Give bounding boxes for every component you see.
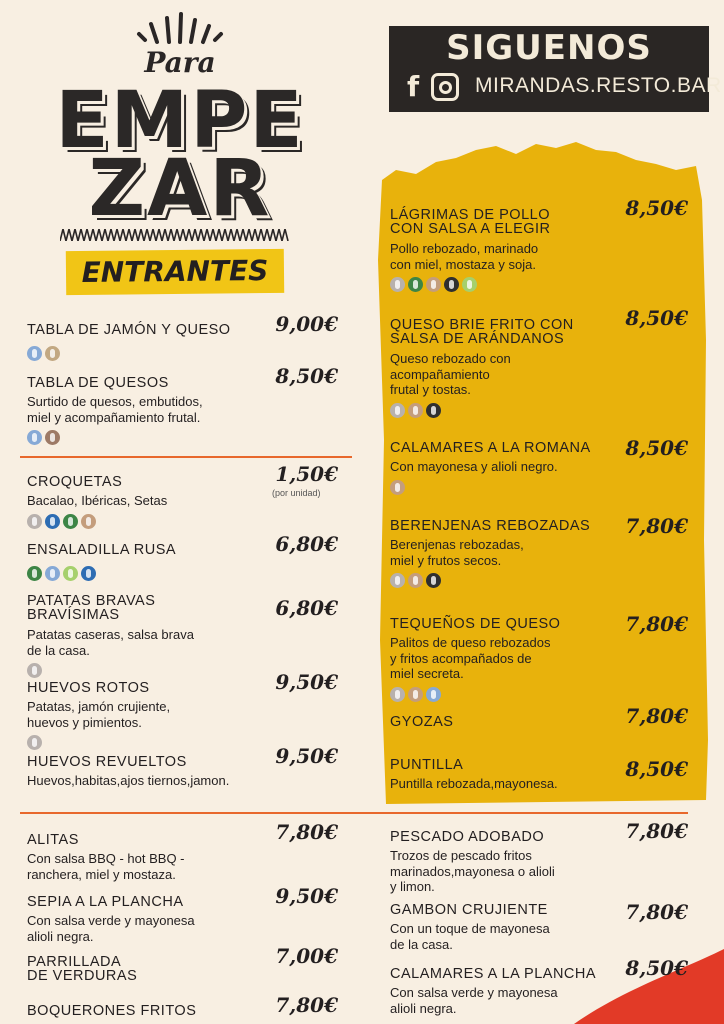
item-description: Berenjenas rebozadas,: [390, 537, 524, 552]
item-price: 7,80€: [275, 993, 338, 1017]
gluten-allergen-icon: [390, 480, 405, 495]
item-title: HUEVOS ROTOS: [27, 680, 150, 696]
item-title: BERENJENAS REBOZADAS: [390, 518, 591, 534]
section-divider: [20, 456, 352, 458]
fish-allergen-icon: [81, 566, 96, 581]
item-title: CROQUETAS: [27, 474, 123, 490]
sesame-allergen-icon: [444, 277, 459, 292]
egg-allergen-icon: [27, 514, 42, 529]
dairy-allergen-icon: [27, 346, 42, 361]
item-description: Bacalao, Ibéricas, Setas: [27, 493, 168, 508]
item-description: con miel, mostaza y soja.: [390, 256, 536, 272]
item-price: 8,50€: [275, 364, 338, 388]
item-description: miel y acompañamiento frutal.: [27, 409, 201, 425]
item-price: 7,80€: [625, 819, 688, 843]
gluten-allergen-icon: [81, 514, 96, 529]
sesame-allergen-icon: [426, 573, 441, 588]
item-description: marinados,mayonesa o alioli: [390, 863, 555, 879]
item-price: 1,50€: [275, 462, 338, 486]
item-description: Queso rebozado con: [390, 351, 511, 366]
item-price: 9,50€: [275, 884, 338, 908]
item-description: Con salsa BBQ - hot BBQ -: [27, 851, 185, 866]
gluten-allergen-icon: [426, 277, 441, 292]
celery-allergen-icon: [408, 277, 423, 292]
allergen-icons: [390, 277, 477, 292]
item-price: 7,80€: [625, 900, 688, 924]
item-title: SEPIA A LA PLANCHA: [27, 894, 184, 910]
item-title: PATATAS BRAVAS: [27, 593, 156, 609]
item-description: Pollo rebozado, marinado: [390, 241, 539, 256]
allergen-icons: [27, 566, 96, 581]
item-description: huevos y pimientos.: [27, 714, 142, 730]
item-description: ranchera, miel y mostaza.: [27, 866, 176, 882]
item-price: 8,50€: [625, 436, 688, 460]
allergen-icons: [390, 480, 405, 495]
item-title: ENSALADILLA RUSA: [27, 542, 177, 558]
nuts-allergen-icon: [45, 346, 60, 361]
price-note: (por unidad): [272, 488, 321, 498]
item-description: Palitos de queso rebozados: [390, 635, 551, 650]
item-title: LÁGRIMAS DE POLLO: [390, 207, 550, 223]
item-description: Trozos de pescado fritos: [390, 848, 532, 863]
dairy-allergen-icon: [426, 687, 441, 702]
item-title-line2: SALSA DE ARÁNDANOS: [390, 331, 565, 347]
item-description: y fritos acompañados de: [390, 650, 532, 666]
item-description: Con salsa verde y mayonesa: [27, 913, 195, 928]
gluten-allergen-icon: [408, 687, 423, 702]
item-title-line2: BRAVÍSIMAS: [27, 607, 120, 623]
item-price: 7,00€: [275, 944, 338, 968]
item-title: HUEVOS REVUELTOS: [27, 754, 187, 770]
social-title: SIGUENOS: [446, 28, 652, 68]
item-title: TABLA DE JAMÓN Y QUESO: [27, 322, 231, 338]
item-title: PARRILLADA: [27, 954, 122, 970]
item-title: PESCADO ADOBADO: [390, 829, 545, 845]
item-title: TABLA DE QUESOS: [27, 375, 169, 391]
allergen-icons: [27, 346, 60, 361]
item-title: GYOZAS: [390, 714, 454, 730]
instagram-icon: [431, 73, 459, 101]
egg-allergen-icon: [390, 573, 405, 588]
item-description: acompañamiento: [390, 366, 490, 382]
item-description: Patatas caseras, salsa brava: [27, 627, 194, 642]
peanuts-allergen-icon: [45, 430, 60, 445]
section-title: ENTRANTES: [81, 254, 269, 289]
item-title-line2: CON SALSA A ELEGIR: [390, 221, 551, 237]
item-price: 8,50€: [625, 196, 688, 220]
item-description: Surtido de quesos, embutidos,: [27, 394, 203, 409]
item-description: alioli negra.: [27, 928, 94, 944]
allergen-icons: [27, 663, 42, 678]
heading-zar: ZAR: [88, 144, 272, 234]
gluten-allergen-icon: [408, 403, 423, 418]
celery-allergen-icon: [63, 514, 78, 529]
allergen-icons: [27, 735, 42, 750]
item-title: BOQUERONES FRITOS: [27, 1003, 197, 1019]
allergen-icons: [390, 687, 441, 702]
item-price: 8,50€: [625, 757, 688, 781]
social-handle: MIRANDAS.RESTO.BAR: [475, 74, 722, 97]
item-price: 7,80€: [625, 704, 688, 728]
item-price: 8,50€: [625, 306, 688, 330]
egg-allergen-icon: [390, 277, 405, 292]
item-price: 9,00€: [275, 312, 338, 336]
zigzag-divider: [60, 229, 290, 241]
celery-allergen-icon: [27, 566, 42, 581]
item-description: alioli negra.: [390, 1000, 457, 1016]
allergen-icons: [27, 514, 96, 529]
item-description: miel secreta.: [390, 666, 464, 681]
item-description: de la casa.: [390, 936, 453, 952]
item-title: ALITAS: [27, 832, 79, 848]
item-price: 8,50€: [625, 956, 688, 980]
gluten-allergen-icon: [408, 573, 423, 588]
item-description: y limon.: [390, 879, 435, 894]
egg-allergen-icon: [390, 403, 405, 418]
allergen-icons: [390, 573, 441, 588]
item-title: PUNTILLA: [390, 757, 464, 773]
item-title: GAMBON CRUJIENTE: [390, 902, 548, 918]
item-title: CALAMARES A LA ROMANA: [390, 440, 591, 456]
item-description: Patatas, jamón crujiente,: [27, 699, 171, 714]
item-description: Puntilla rebozada,mayonesa.: [390, 776, 558, 791]
egg-allergen-icon: [390, 687, 405, 702]
item-price: 6,80€: [275, 596, 338, 620]
item-title: TEQUEÑOS DE QUESO: [390, 616, 561, 632]
item-description: Con un toque de mayonesa: [390, 921, 550, 936]
mustard-allergen-icon: [462, 277, 477, 292]
item-title-line2: DE VERDURAS: [27, 968, 138, 984]
item-title: QUESO BRIE FRITO CON: [390, 317, 574, 333]
item-price: 7,80€: [275, 820, 338, 844]
heading-para: Para: [144, 46, 216, 79]
item-description: Con salsa verde y mayonesa: [390, 985, 558, 1000]
section-entrantes-banner: [66, 249, 284, 295]
social-banner: [389, 26, 722, 112]
section-divider: [20, 812, 688, 814]
allergen-icons: [27, 430, 60, 445]
item-description: miel y frutos secos.: [390, 552, 502, 568]
item-price: 7,80€: [625, 612, 688, 636]
item-price: 9,50€: [275, 744, 338, 768]
facebook-icon: f: [407, 70, 420, 103]
item-price: 9,50€: [275, 670, 338, 694]
item-title: CALAMARES A LA PLANCHA: [390, 966, 597, 982]
egg-allergen-icon: [27, 663, 42, 678]
fish-allergen-icon: [45, 514, 60, 529]
allergen-icons: [390, 403, 441, 418]
item-description: de la casa.: [27, 642, 90, 658]
heading-empe: EMPE: [55, 76, 305, 166]
item-description: Con mayonesa y alioli negro.: [390, 459, 558, 474]
item-price: 6,80€: [275, 532, 338, 556]
item-description: frutal y tostas.: [390, 382, 471, 397]
mustard-allergen-icon: [63, 566, 78, 581]
egg-allergen-icon: [27, 735, 42, 750]
item-description: Huevos,habitas,ajos tiernos,jamon.: [27, 773, 230, 788]
dairy-allergen-icon: [27, 430, 42, 445]
dairy-allergen-icon: [45, 566, 60, 581]
item-price: 7,80€: [625, 514, 688, 538]
sesame-allergen-icon: [426, 403, 441, 418]
